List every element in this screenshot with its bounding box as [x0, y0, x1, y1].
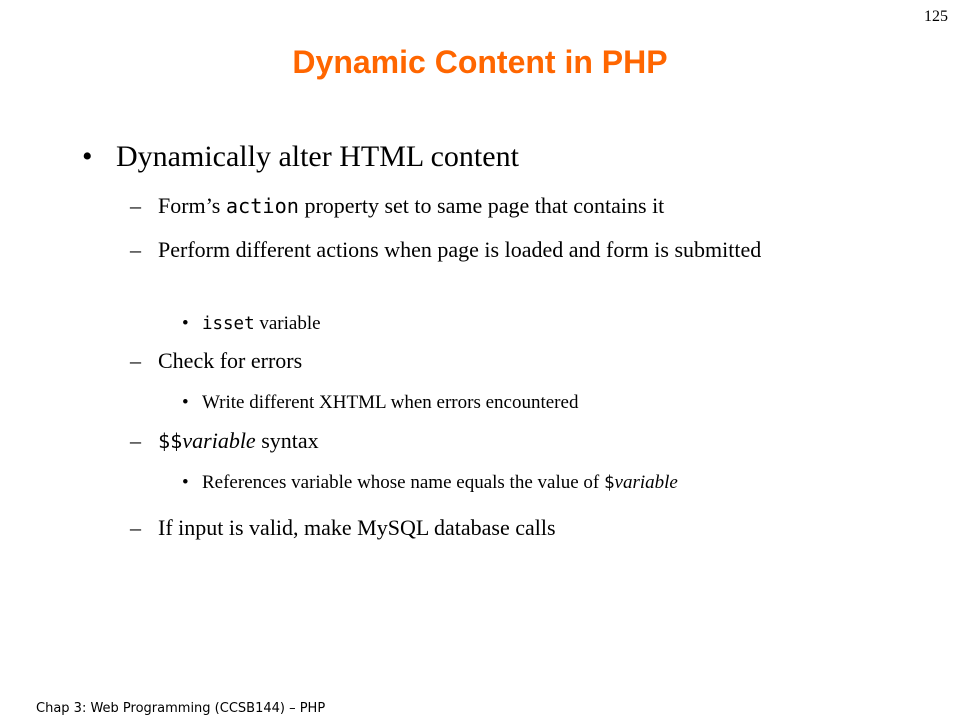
- italic-variable: variable: [614, 472, 678, 493]
- code-isset: isset: [202, 314, 255, 334]
- sub-item-text: Perform different actions when page is loaded and form is submitted: [158, 237, 762, 262]
- code-dollar-dollar: $$: [158, 429, 183, 453]
- code-dollar: $: [604, 473, 615, 493]
- sub-item-mysql-calls: [130, 513, 870, 543]
- sub-item-different-actions: [130, 235, 870, 265]
- text-segment: Write different XHTML when errors encountered: [202, 392, 579, 413]
- bullet-glyph: •: [182, 313, 189, 334]
- dash-glyph: –: [130, 348, 141, 373]
- sub-item-text: If input is valid, make MySQL database calls: [158, 515, 556, 540]
- bullet-level1-text: Dynamically alter HTML content: [116, 140, 519, 173]
- text-segment: property set to same page that contains it: [298, 193, 665, 218]
- text-segment: Form’s: [158, 193, 226, 218]
- sub-sub-item-xhtml: [182, 391, 902, 415]
- text-segment: variable: [254, 313, 321, 334]
- bullet-level1: [82, 140, 519, 174]
- bullet-glyph: •: [182, 472, 189, 493]
- dash-glyph: –: [130, 428, 141, 453]
- dash-glyph: –: [130, 515, 141, 540]
- code-action: action: [225, 194, 299, 218]
- slide-title: Dynamic Content in PHP: [292, 44, 668, 80]
- text-segment: References variable whose name equals the value of: [202, 472, 604, 493]
- dash-glyph: –: [130, 193, 141, 218]
- sub-item-variable-syntax: [130, 426, 870, 456]
- italic-variable: variable: [182, 428, 256, 453]
- slide-number: 125: [924, 8, 948, 25]
- text-segment: syntax: [255, 428, 319, 453]
- dash-glyph: –: [130, 237, 141, 262]
- sub-item-text: [130, 426, 870, 456]
- slide-footer: Chap 3: Web Programming (CCSB144) – PHP: [36, 701, 326, 716]
- sub-item-text: [130, 191, 870, 221]
- sub-item-check-errors: [130, 346, 870, 376]
- sub-item-text: Check for errors: [158, 348, 303, 373]
- sub-sub-item-isset: [182, 312, 902, 336]
- sub-item-form-action: [130, 191, 870, 221]
- bullet-glyph: •: [182, 392, 189, 413]
- bullet-glyph: •: [82, 140, 93, 173]
- sub-sub-item-references: [182, 471, 902, 495]
